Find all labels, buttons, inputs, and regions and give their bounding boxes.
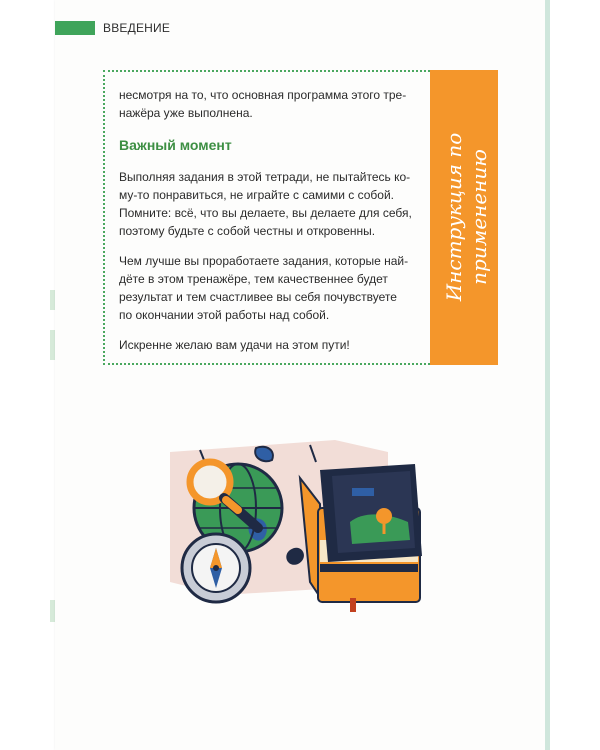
page-edge-right bbox=[545, 0, 550, 750]
paragraph-wish: Искренне желаю вам удачи на этом пути! bbox=[119, 338, 350, 352]
side-tab bbox=[430, 70, 498, 365]
page-margin-left bbox=[0, 0, 55, 750]
text-line: нажёра уже выполнена. bbox=[119, 106, 253, 120]
compass-icon bbox=[182, 534, 250, 602]
illustration bbox=[160, 430, 430, 630]
text-line: Чем лучше вы проработаете задания, которые най- bbox=[119, 254, 409, 268]
side-tab-line1: Инструкция по bbox=[442, 132, 466, 302]
text-line: по окончании этой работы над собой. bbox=[119, 308, 330, 322]
paragraph-intro bbox=[119, 86, 416, 122]
text-line: результат и тем счастливее вы себя почувствуете bbox=[119, 290, 397, 304]
text-line: дёте в этом тренажёре, тем качественнее будет bbox=[119, 272, 388, 286]
content-frame bbox=[103, 70, 430, 365]
subheading-important: Важный момент bbox=[119, 137, 232, 153]
paragraph-result bbox=[119, 252, 416, 324]
side-tab-line2: применению bbox=[467, 149, 491, 285]
text-line: поэтому будьте с собой честны и откровенны. bbox=[119, 224, 376, 238]
text-line: Выполняя задания в этой тетради, не пытайтесь ко- bbox=[119, 170, 411, 184]
section-title: ВВЕДЕНИЕ bbox=[103, 21, 171, 35]
header-accent-bar bbox=[55, 21, 95, 35]
text-line: му-то понравиться, не играйте с самими с собой. bbox=[119, 188, 394, 202]
paragraph-advice bbox=[119, 168, 416, 240]
text-line: несмотря на то, что основная программа этого тре- bbox=[119, 88, 407, 102]
text-line: Помните: всё, что вы делаете, вы делаете для себя, bbox=[119, 206, 412, 220]
